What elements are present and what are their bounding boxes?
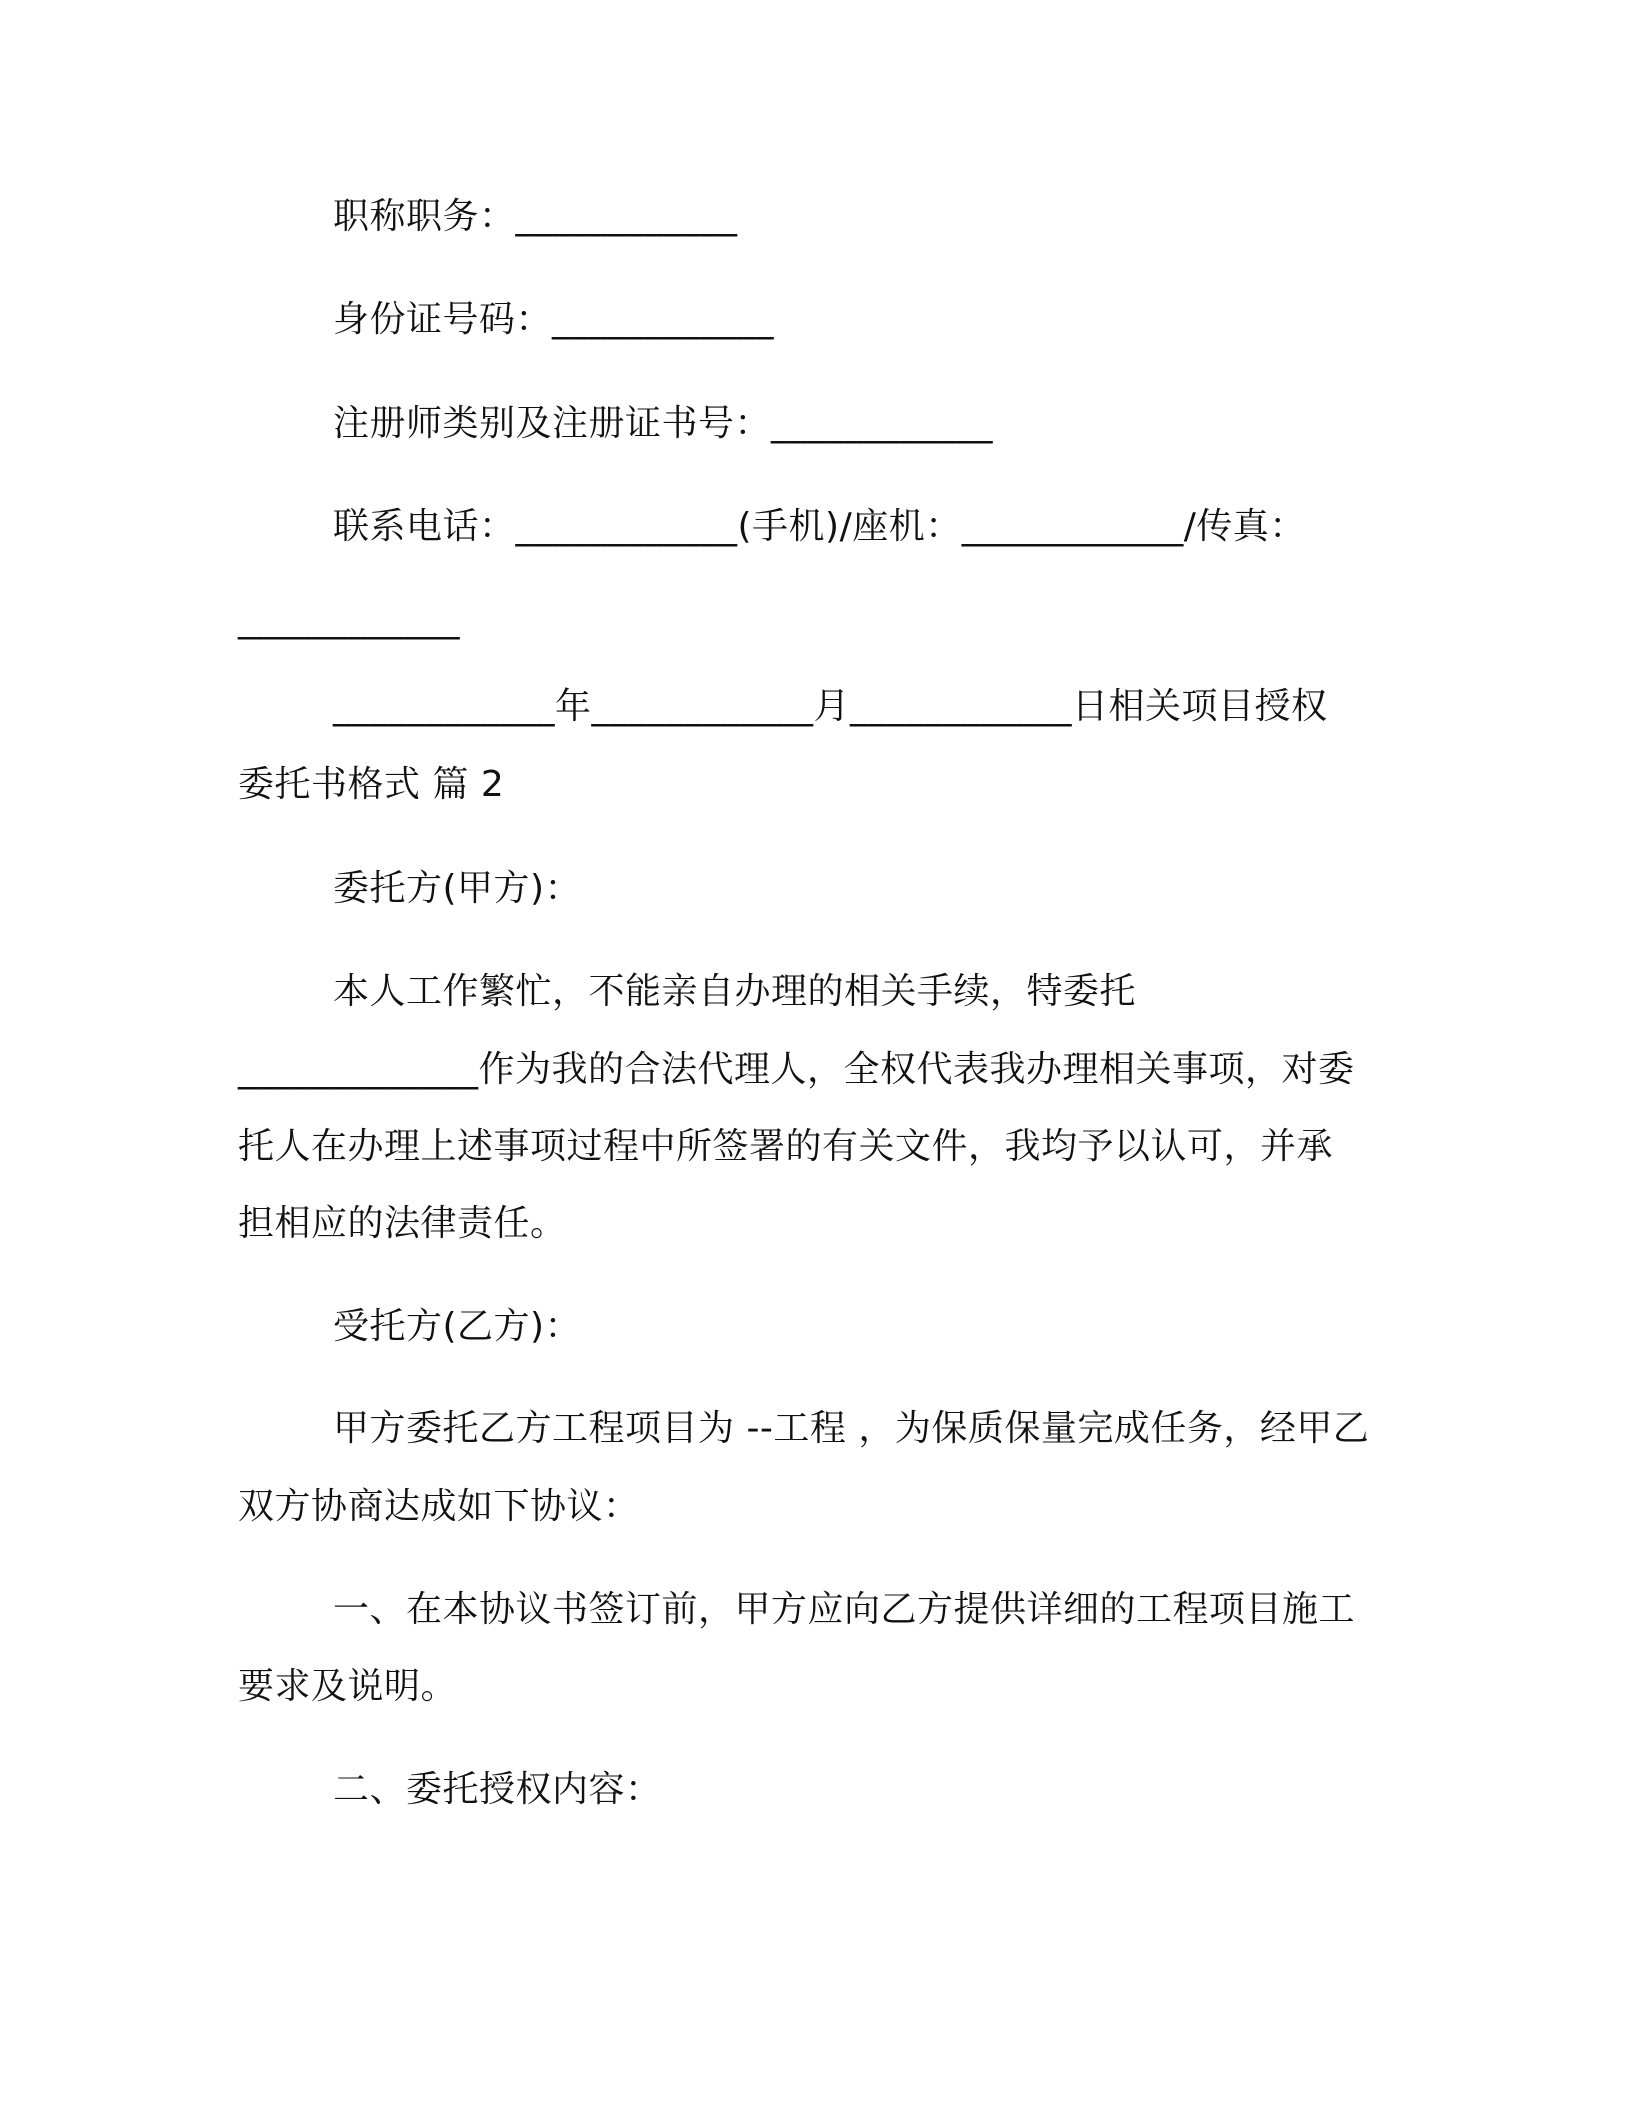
paragraph-line: 托人在办理上述事项过程中所签署的有关文件，我均予以认可，并承 bbox=[238, 1126, 1334, 1167]
clause-one-line: 要求及说明。 bbox=[238, 1666, 458, 1707]
contact-phone-line: 联系电话：____________(手机)/座机：____________/传真： bbox=[333, 506, 1306, 547]
agent-party-label: 受托方(乙方)： bbox=[333, 1306, 582, 1347]
fax-blank-line: ____________ bbox=[238, 599, 460, 640]
id-number-line: 身份证号码：____________ bbox=[333, 299, 775, 340]
clause-two-heading: 二、委托授权内容： bbox=[333, 1769, 662, 1810]
paragraph-line: 担相应的法律责任。 bbox=[238, 1203, 567, 1244]
registration-cert-line: 注册师类别及注册证书号：____________ bbox=[333, 403, 994, 444]
principal-party-label: 委托方(甲方)： bbox=[333, 868, 582, 909]
date-line: ____________年____________月____________日相关项目授权 bbox=[333, 686, 1328, 727]
paragraph-line: _____________作为我的合法代理人，全权代表我办理相关事项，对委 bbox=[238, 1049, 1355, 1090]
paragraph-line: 双方协商达成如下协议： bbox=[238, 1486, 640, 1527]
clause-one-line: 一、在本协议书签订前，甲方应向乙方提供详细的工程项目施工 bbox=[333, 1589, 1356, 1630]
paragraph-line: 本人工作繁忙，不能亲自办理的相关手续，特委托 bbox=[333, 971, 1137, 1012]
title-position-line: 职称职务：____________ bbox=[333, 196, 738, 237]
section-heading: 委托书格式 篇 2 bbox=[238, 764, 505, 805]
paragraph-line: 甲方委托乙方工程项目为 --工程 ，为保质保量完成任务，经甲乙 bbox=[333, 1408, 1370, 1449]
